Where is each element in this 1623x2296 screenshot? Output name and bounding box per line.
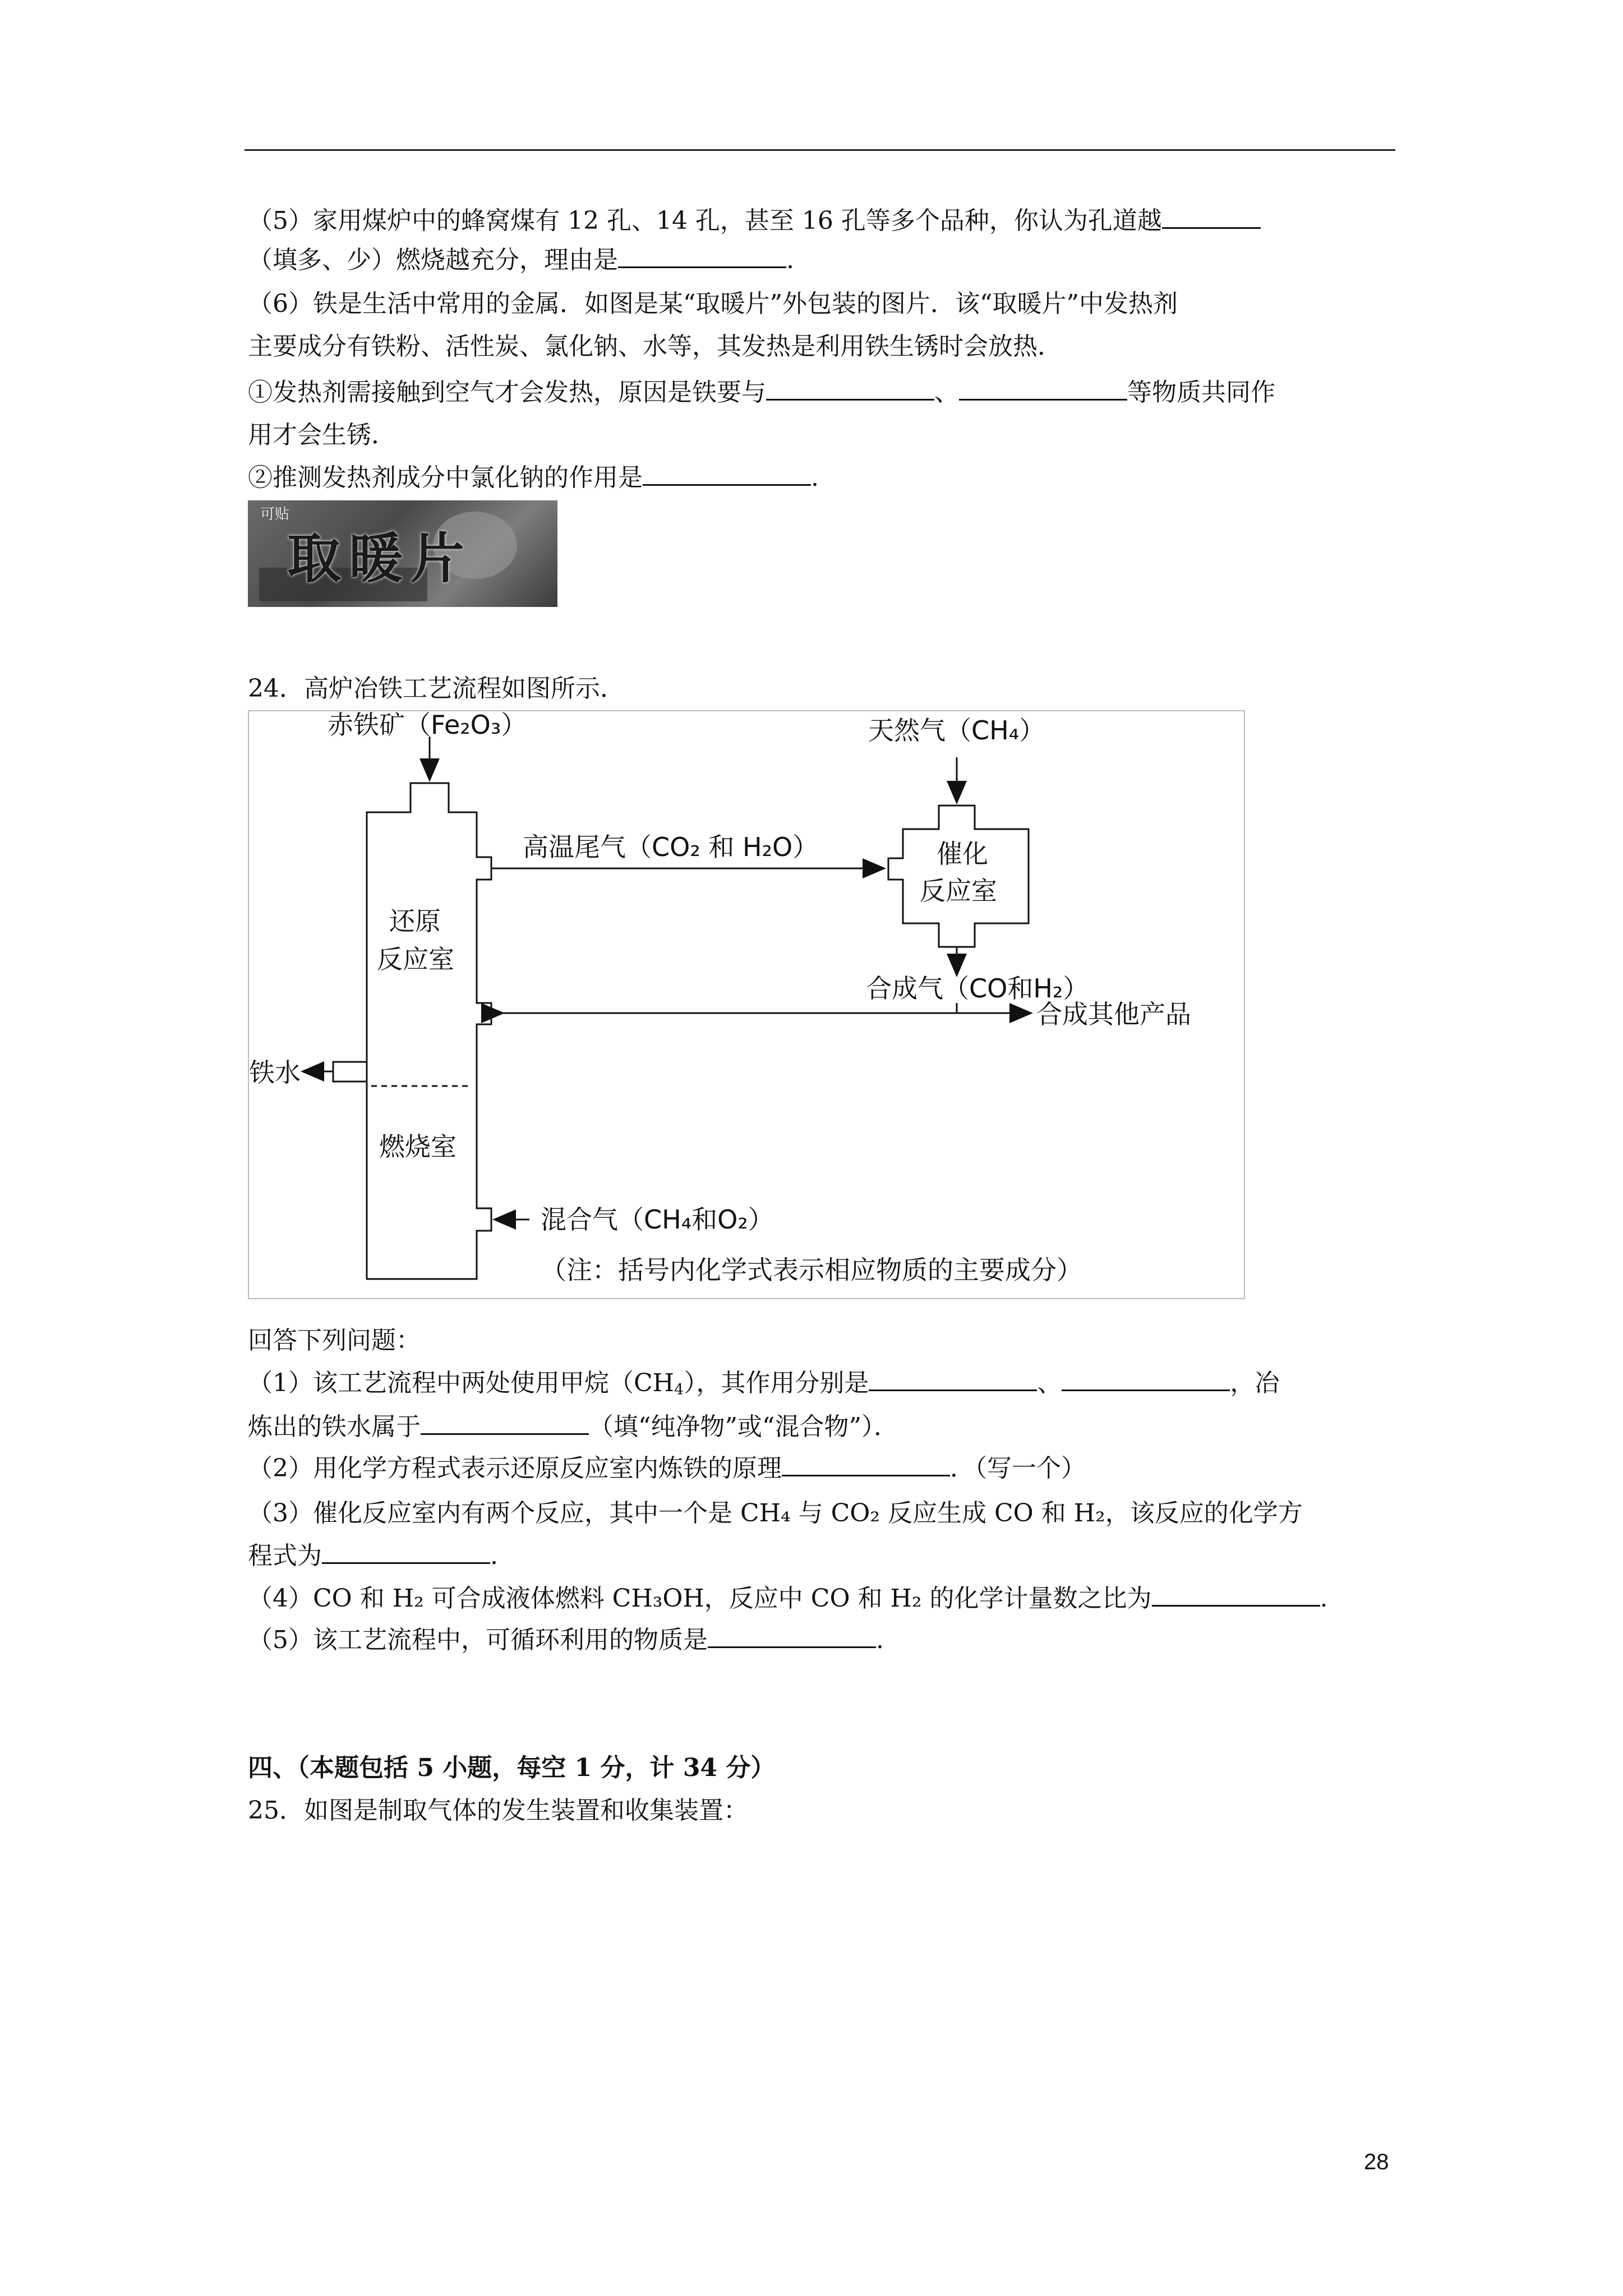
exhaust-label: 高温尾气（CO₂ 和 H₂O） <box>523 832 819 862</box>
answer-blank[interactable] <box>959 376 1127 401</box>
pad-title: 取暖片 <box>287 527 472 590</box>
answer-blank[interactable] <box>782 1452 950 1476</box>
section4-heading: 四、（本题包括 5 小题，每空 1 分，计 34 分） <box>248 1754 776 1782</box>
answer-blank[interactable] <box>1162 205 1261 229</box>
natural-gas-label: 天然气（CH₄） <box>868 715 1045 746</box>
q24-p4: （4）CO 和 H₂ 可合成液体燃料 CH₃OH，反应中 CO 和 H₂ 的化学计量数之比为 . <box>248 1581 1328 1617</box>
q23-part6-line4: 用才会生锈． <box>248 421 396 449</box>
q23-part6-line1: （6）铁是生活中常用的金属．如图是某“取暖片”外包装的图片．该“取暖片”中发热剂 <box>248 289 1178 318</box>
answer-blank[interactable] <box>766 376 934 401</box>
catalytic-label-1: 催化 <box>937 839 988 869</box>
q23-part5-line2: （填多、少）燃烧越充分，理由是 . <box>248 242 794 278</box>
answer-blank[interactable] <box>1152 1582 1320 1607</box>
blast-furnace-flow-diagram <box>248 710 1245 1299</box>
answer-blank[interactable] <box>421 1411 589 1435</box>
diagram-note: （注：括号内化学式表示相应物质的主要成分） <box>541 1255 1082 1285</box>
heat-pad-image <box>248 500 557 607</box>
answer-blank[interactable] <box>1062 1367 1230 1391</box>
combustion-room-label: 燃烧室 <box>379 1131 457 1162</box>
header-rule <box>245 149 1395 151</box>
q23-part6-line5: ②推测发热剂成分中氯化钠的作用是 . <box>248 460 819 496</box>
reduction-label-1: 还原 <box>389 906 441 936</box>
iron-outlet <box>333 1062 367 1082</box>
q23-part6-line3: ①发热剂需接触到空气才会发热，原因是铁要与 、 等物质共同作 <box>248 375 1275 411</box>
furnace-outline <box>367 783 491 1279</box>
answer-blank[interactable] <box>322 1540 490 1564</box>
q25-title: 25．如图是制取气体的发生装置和收集装置： <box>248 1796 748 1825</box>
pad-small-text: 可贴 <box>260 506 290 523</box>
q24-p5: （5）该工艺流程中，可循环利用的物质是 . <box>248 1622 884 1658</box>
reduction-label-2: 反应室 <box>377 944 454 974</box>
q24-p3-line2: 程式为 . <box>248 1538 498 1574</box>
mixed-gas-label: 混合气（CH₄和O₂） <box>541 1204 774 1235</box>
q24-p2: （2）用化学方程式表示还原反应室内炼铁的原理 ．（写一个） <box>248 1451 1086 1487</box>
q24-intro: 回答下列问题： <box>248 1326 421 1355</box>
syngas-label: 合成气（CO和H₂） <box>866 973 1089 1004</box>
catalytic-label-2: 反应室 <box>920 876 997 906</box>
ore-label: 赤铁矿（Fe₂O₃） <box>328 711 527 740</box>
answer-blank[interactable] <box>708 1624 876 1648</box>
other-products-label: 合成其他产品 <box>1036 999 1191 1029</box>
q24-p1-line1: （1）该工艺流程中两处使用甲烷$(CH_4)$，其作用分别是 、 ，冶 <box>248 1365 1279 1401</box>
molten-iron-label: 铁水 <box>249 1057 301 1088</box>
page-number: 28 <box>1364 2150 1389 2174</box>
q23-part6-line2: 主要成分有铁粉、活性炭、氯化钠、水等，其发热是利用铁生锈时会放热． <box>248 332 1062 361</box>
q24-p1-line2: 炼出的铁水属于 （填“纯净物”或“混合物”）． <box>248 1409 898 1445</box>
answer-blank[interactable] <box>869 1367 1037 1391</box>
answer-blank[interactable] <box>618 244 786 268</box>
q23-part5-line1: （5）家用煤炉中的蜂窝煤有 12 孔、14 孔，甚至 16 孔等多个品种，你认为孔道越 <box>248 203 1261 239</box>
q24-title: 24．高炉冶铁工艺流程如图所示． <box>248 674 625 703</box>
answer-blank[interactable] <box>643 462 811 486</box>
q24-p3-line1: （3）催化反应室内有两个反应，其中一个是 CH₄ 与 CO₂ 反应生成 CO 和 H₂，该反应的化学方 <box>248 1499 1303 1527</box>
